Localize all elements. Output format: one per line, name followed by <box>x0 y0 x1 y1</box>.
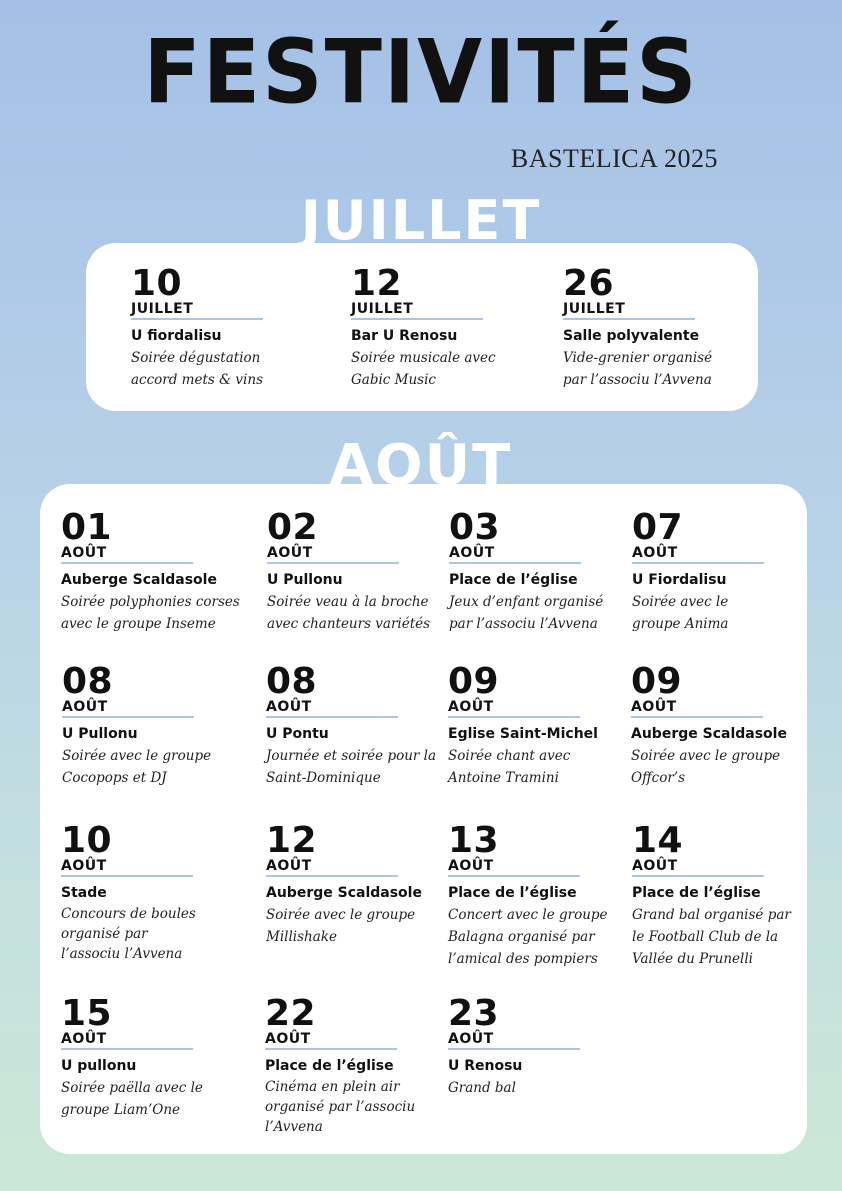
event-day: 14 <box>632 820 684 861</box>
event-aout-10 <box>61 820 251 964</box>
event-month: JUILLET <box>351 301 414 317</box>
event-description: Soirée avec le groupe Millishake <box>266 907 416 945</box>
event-divider <box>131 318 263 320</box>
event-place: Auberge Scaldasole <box>61 572 217 588</box>
event-description: Grand bal <box>448 1080 516 1096</box>
event-divider <box>265 1048 397 1050</box>
event-day: 10 <box>131 263 183 304</box>
event-aout-02 <box>267 507 457 635</box>
event-divider <box>61 1048 193 1050</box>
event-day: 03 <box>449 507 501 548</box>
event-month: AOÛT <box>61 545 107 561</box>
event-description: Jeux d’enfant organisé par l’associu l’Avvena <box>449 594 604 632</box>
event-place: Place de l’église <box>449 572 578 588</box>
event-place: Place de l’église <box>632 885 761 901</box>
event-day: 02 <box>267 507 319 548</box>
event-place: Place de l’église <box>265 1058 394 1074</box>
event-description: Soirée paëlla avec le groupe Liam’One <box>61 1080 203 1118</box>
event-place: Auberge Scaldasole <box>631 726 787 742</box>
event-aout-09-a <box>448 661 638 789</box>
event-divider <box>266 716 398 718</box>
event-day: 22 <box>265 993 317 1034</box>
event-aout-12 <box>266 820 456 948</box>
event-month: AOÛT <box>266 858 312 874</box>
event-place: Bar U Renosu <box>351 328 458 344</box>
event-aout-01 <box>61 507 251 635</box>
event-description: Soirée avec le groupe Offcor’s <box>631 748 781 786</box>
event-divider <box>61 875 193 877</box>
event-place: Eglise Saint-Michel <box>448 726 598 742</box>
event-day: 12 <box>351 263 403 304</box>
event-description: Journée et soirée pour la Saint-Dominique <box>266 748 437 786</box>
event-divider <box>632 875 764 877</box>
event-month: AOÛT <box>448 858 494 874</box>
event-divider <box>448 875 580 877</box>
event-month: AOÛT <box>61 858 107 874</box>
event-aout-07 <box>632 507 822 635</box>
event-day: 01 <box>61 507 113 548</box>
event-divider <box>267 562 399 564</box>
event-day: 26 <box>563 263 615 304</box>
event-aout-15 <box>61 993 251 1121</box>
event-description: Soirée veau à la broche avec chanteurs variétés <box>267 594 431 632</box>
event-description: Soirée polyphonies corses avec le groupe Inseme <box>61 594 240 632</box>
event-day: 15 <box>61 993 113 1034</box>
event-juillet-10 <box>131 263 321 391</box>
event-place: U Pullonu <box>267 572 343 588</box>
event-description: Vide-grenier organisé par l’associu l’Avvena <box>563 350 713 388</box>
event-aout-08-b <box>266 661 456 789</box>
event-month: AOÛT <box>266 699 312 715</box>
event-day: 07 <box>632 507 684 548</box>
event-aout-03 <box>449 507 639 635</box>
event-place: Auberge Scaldasole <box>266 885 422 901</box>
page-subtitle: BASTELICA 2025 <box>510 144 718 173</box>
month-heading-juillet: JUILLET <box>300 189 542 252</box>
event-place: Salle polyvalente <box>563 328 700 344</box>
event-month: AOÛT <box>632 858 678 874</box>
event-description: Concert avec le groupe Balagna organisé par l’amical des pompiers <box>448 907 608 967</box>
event-divider <box>62 716 194 718</box>
event-description: Soirée avec le groupe Anima <box>632 594 729 632</box>
event-month: AOÛT <box>61 1031 107 1047</box>
event-aout-09-b <box>631 661 821 789</box>
event-place: U Pontu <box>266 726 329 742</box>
event-divider <box>266 875 398 877</box>
event-place: U fiordalisu <box>131 328 222 344</box>
event-divider <box>448 716 580 718</box>
event-aout-14 <box>632 820 822 970</box>
event-month: AOÛT <box>632 545 678 561</box>
event-description: Grand bal organisé par le Football Club de la Vallée du Prunelli <box>632 907 791 967</box>
event-place: Place de l’église <box>448 885 577 901</box>
event-month: AOÛT <box>448 1031 494 1047</box>
event-aout-13 <box>448 820 638 970</box>
event-place: U Pullonu <box>62 726 138 742</box>
event-divider <box>632 562 764 564</box>
event-juillet-12 <box>351 263 541 391</box>
event-divider <box>563 318 695 320</box>
event-month: AOÛT <box>448 699 494 715</box>
event-description: Concours de boules organisé par l’associu l’Avvena <box>61 906 196 962</box>
juillet-events-card <box>86 243 758 411</box>
event-day: 08 <box>266 661 318 702</box>
event-day: 08 <box>62 661 114 702</box>
page-title: FESTIVITÉS <box>143 20 699 124</box>
event-description: Soirée dégustation accord mets & vins <box>131 350 263 388</box>
event-month: AOÛT <box>62 699 108 715</box>
event-divider <box>631 716 763 718</box>
event-divider <box>448 1048 580 1050</box>
event-day: 10 <box>61 820 113 861</box>
event-day: 12 <box>266 820 318 861</box>
event-place: U Fiordalisu <box>632 572 727 588</box>
event-month: AOÛT <box>265 1031 311 1047</box>
event-divider <box>449 562 581 564</box>
month-heading-aout: AOÛT <box>329 433 513 498</box>
event-place: Stade <box>61 885 107 901</box>
event-place: U pullonu <box>61 1058 137 1074</box>
event-juillet-26 <box>563 263 753 391</box>
event-day: 13 <box>448 820 500 861</box>
event-divider <box>351 318 483 320</box>
event-description: Cinéma en plein air organisé par l’associu l’Avvena <box>265 1079 416 1135</box>
event-place: U Renosu <box>448 1058 523 1074</box>
event-day: 09 <box>448 661 500 702</box>
event-aout-23 <box>448 993 638 1099</box>
event-month: AOÛT <box>631 699 677 715</box>
event-month: AOÛT <box>449 545 495 561</box>
event-aout-22 <box>265 993 455 1137</box>
event-month: JUILLET <box>563 301 626 317</box>
event-day: 23 <box>448 993 500 1034</box>
event-description: Soirée musicale avec Gabic Music <box>351 350 496 388</box>
event-description: Soirée chant avec Antoine Tramini <box>448 748 571 786</box>
event-month: JUILLET <box>131 301 194 317</box>
event-aout-08-a <box>62 661 252 789</box>
aout-events-card <box>40 484 807 1154</box>
event-divider <box>61 562 193 564</box>
event-description: Soirée avec le groupe Cocopops et DJ <box>62 748 212 786</box>
event-month: AOÛT <box>267 545 313 561</box>
event-day: 09 <box>631 661 683 702</box>
